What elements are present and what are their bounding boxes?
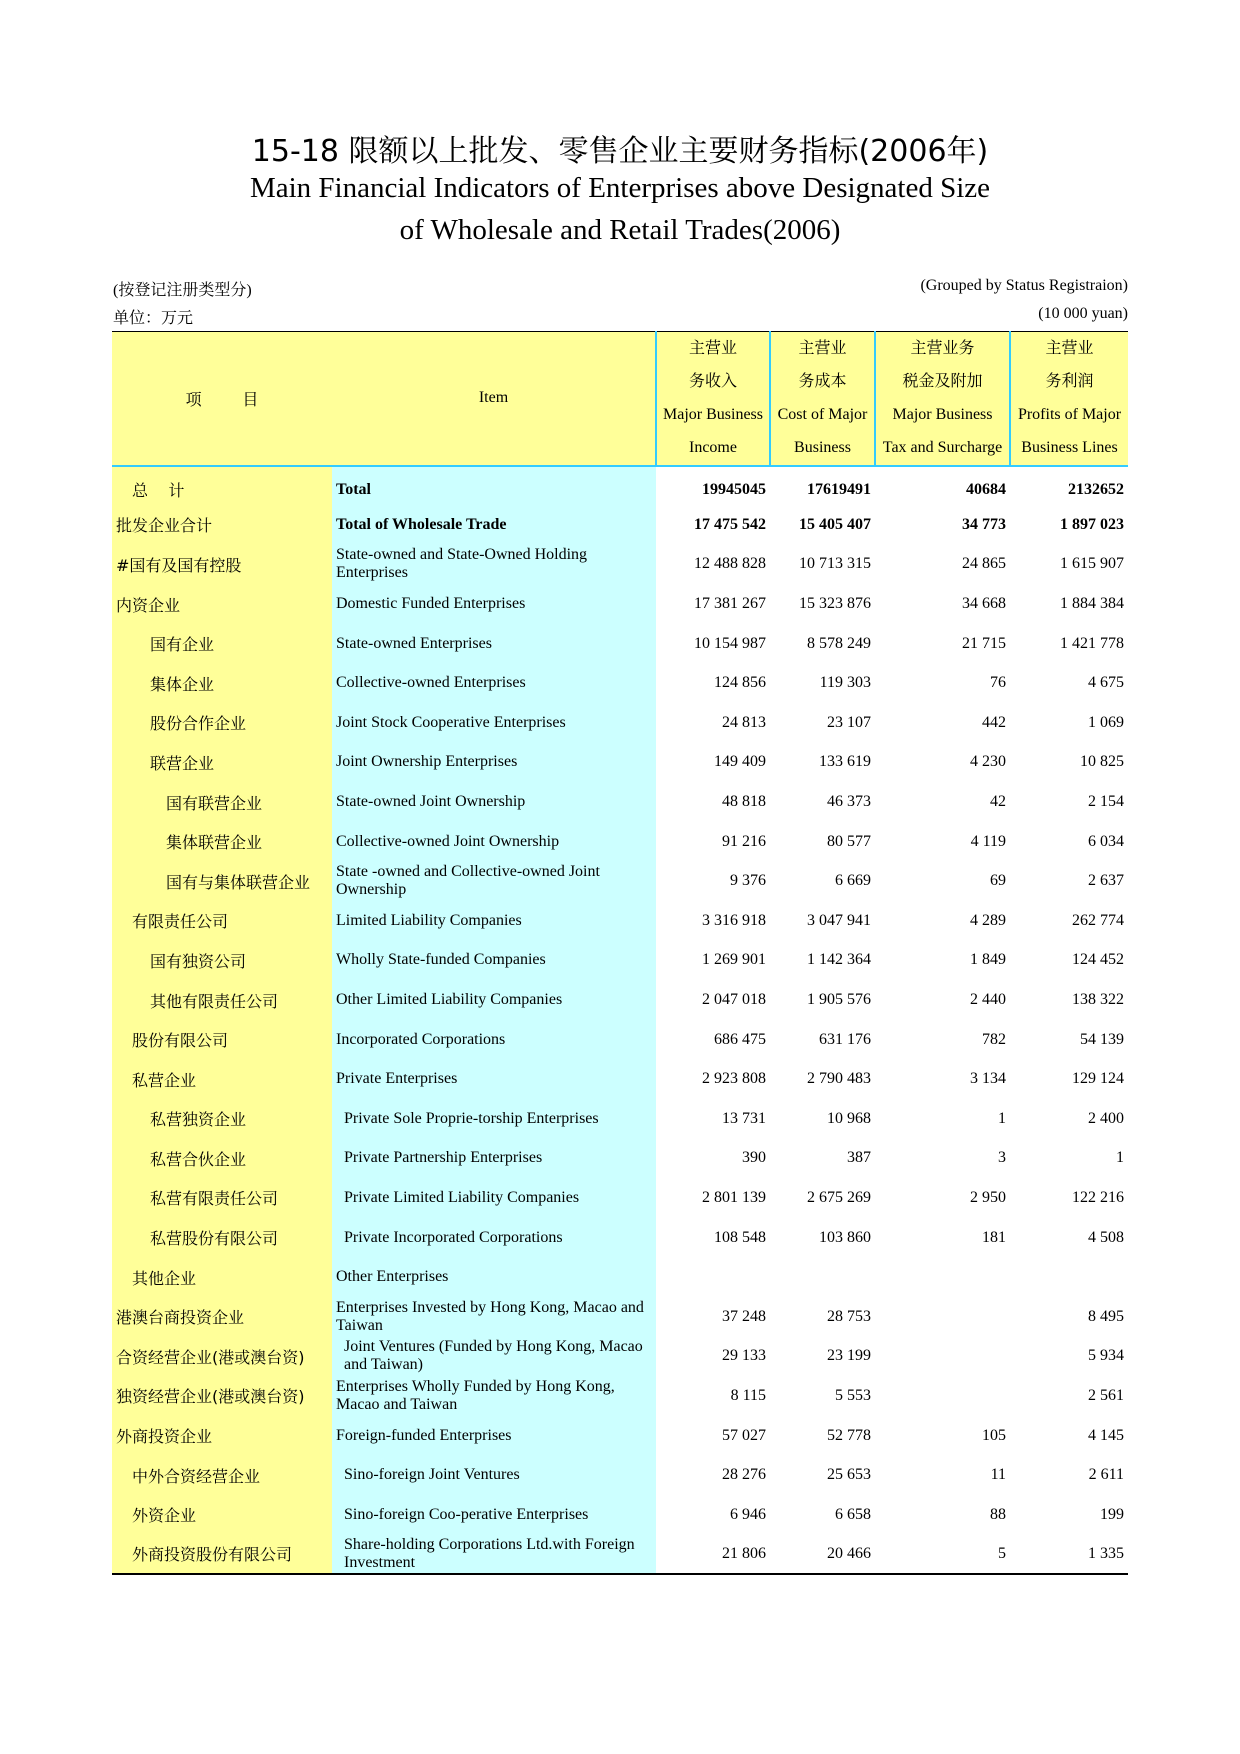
row-label-cn: 外资企业	[112, 1495, 332, 1535]
cell-major-business-tax: 782	[982, 1030, 1006, 1048]
page-title-cn: 15-18 限额以上批发、零售企业主要财务指标(2006年)	[251, 134, 989, 169]
cell-major-business-tax: 34 773	[962, 515, 1006, 533]
header-cell-line: 主营业	[688, 340, 737, 358]
cell-cost-of-major-business: 3 047 941	[807, 911, 871, 929]
row-label-en: Joint Stock Cooperative Enterprises	[332, 703, 656, 743]
cell-profits-major-business: 122 216	[1072, 1188, 1124, 1206]
cell-major-business-income: 6 946	[730, 1505, 766, 1523]
row-label-en: Private Sole Proprie-torship Enterprises	[332, 1099, 656, 1139]
row-label-en: Domestic Funded Enterprises	[332, 584, 656, 624]
table-row	[112, 1059, 1128, 1099]
cell-profits-major-business: 1 615 907	[1060, 555, 1124, 573]
row-label-en: Sino-foreign Coo-perative Enterprises	[332, 1495, 656, 1535]
table-row	[112, 1218, 1128, 1258]
unit-note-cn: 单位：万元	[113, 310, 194, 327]
cell-profits-major-business: 2 400	[1088, 1109, 1124, 1127]
cell-major-business-income: 149 409	[714, 753, 766, 771]
cell-major-business-income: 390	[742, 1149, 766, 1167]
cell-cost-of-major-business: 6 658	[835, 1505, 871, 1523]
row-label-en: Share-holding Corporations Ltd.with Foreign Investment	[332, 1535, 656, 1575]
table-row	[112, 1455, 1128, 1495]
row-label-cn: 其他有限责任公司	[112, 980, 332, 1020]
table-row	[112, 743, 1128, 783]
cell-major-business-income: 8 115	[730, 1386, 766, 1404]
row-label-cn: 总 计	[112, 466, 332, 506]
row-label-en: Private Incorporated Corporations	[332, 1218, 656, 1258]
cell-major-business-tax	[875, 1297, 1010, 1337]
header-cell-line: 税金及附加	[902, 373, 983, 391]
cell-profits-major-business: 2 637	[1088, 872, 1124, 890]
cell-major-business-tax: 1 849	[970, 951, 1006, 969]
cell-profits-major-business: 1 069	[1088, 713, 1124, 731]
cell-cost-of-major-business: 10 713 315	[799, 555, 871, 573]
table-row	[112, 663, 1128, 703]
cell-major-business-tax: 69	[990, 872, 1006, 890]
row-label-cn: 中外合资经营企业	[112, 1455, 332, 1495]
row-label-cn: 有限责任公司	[112, 901, 332, 941]
cell-profits-major-business: 4 508	[1088, 1228, 1124, 1246]
cell-major-business-income: 13 731	[722, 1109, 766, 1127]
table-row	[112, 1020, 1128, 1060]
cell-major-business-income: 37 248	[722, 1307, 766, 1325]
cell-profits-major-business: 1 421 778	[1060, 634, 1124, 652]
row-label-en: State-owned Enterprises	[332, 624, 656, 664]
row-label-cn: 集体企业	[112, 663, 332, 703]
cell-profits-major-business: 129 124	[1072, 1070, 1124, 1088]
row-label-cn: 国有与集体联营企业	[112, 861, 332, 901]
row-label-en: Incorporated Corporations	[332, 1020, 656, 1060]
financial-indicators-table	[112, 331, 1128, 1575]
row-label-en: Limited Liability Companies	[332, 901, 656, 941]
cell-cost-of-major-business: 1 905 576	[807, 991, 871, 1009]
cell-major-business-income: 124 856	[714, 674, 766, 692]
table-row	[112, 1297, 1128, 1337]
table-row	[112, 1337, 1128, 1377]
cell-profits-major-business: 2 154	[1088, 793, 1124, 811]
cell-major-business-tax: 181	[982, 1228, 1006, 1246]
cell-major-business-tax	[875, 1376, 1010, 1416]
cell-cost-of-major-business: 2 675 269	[807, 1188, 871, 1206]
cell-cost-of-major-business: 15 323 876	[799, 595, 871, 613]
cell-profits-major-business: 5 934	[1088, 1347, 1124, 1365]
cell-major-business-income: 2 923 808	[702, 1070, 766, 1088]
row-label-en: State-owned Joint Ownership	[332, 782, 656, 822]
row-label-en: Total	[332, 466, 656, 506]
row-label-en: Total of Wholesale Trade	[332, 505, 656, 545]
header-cell-line: Cost of Major	[777, 406, 868, 424]
row-label-en: Enterprises Wholly Funded by Hong Kong, Macao and Taiwan	[332, 1376, 656, 1416]
row-label-cn: 其他企业	[112, 1257, 332, 1297]
row-label-en: Other Limited Liability Companies	[332, 980, 656, 1020]
table-row	[112, 1139, 1128, 1179]
page-title-en-line2: of Wholesale and Retail Trades(2006)	[399, 214, 841, 246]
cell-cost-of-major-business: 6 669	[835, 872, 871, 890]
header-cell-line: Business	[794, 439, 851, 457]
header-cell-line: 主营业	[798, 340, 847, 358]
header-cell-line: Income	[689, 439, 737, 457]
cell-major-business-income: 19945045	[702, 480, 766, 498]
row-label-cn: 批发企业合计	[112, 505, 332, 545]
header-major-business-income	[656, 332, 770, 466]
cell-cost-of-major-business: 23 199	[827, 1347, 871, 1365]
cell-profits-major-business: 1 897 023	[1060, 515, 1124, 533]
cell-cost-of-major-business: 2 790 483	[807, 1070, 871, 1088]
header-cell-line: 主营业务	[910, 340, 975, 358]
table-row	[112, 782, 1128, 822]
row-label-cn: 联营企业	[112, 743, 332, 783]
table-row	[112, 1535, 1128, 1575]
cell-cost-of-major-business: 10 968	[827, 1109, 871, 1127]
table-row	[112, 861, 1128, 901]
cell-major-business-tax: 21 715	[962, 634, 1006, 652]
cell-major-business-tax: 1	[998, 1109, 1006, 1127]
cell-cost-of-major-business: 133 619	[819, 753, 871, 771]
table-row	[112, 1257, 1128, 1297]
cell-major-business-tax: 442	[982, 713, 1006, 731]
table-row	[112, 980, 1128, 1020]
row-label-cn: 私营合伙企业	[112, 1139, 332, 1179]
table-row	[112, 941, 1128, 981]
cell-cost-of-major-business: 5 553	[835, 1386, 871, 1404]
row-label-cn: 私营有限责任公司	[112, 1178, 332, 1218]
cell-major-business-income: 57 027	[722, 1426, 766, 1444]
cell-profits-major-business: 2 561	[1088, 1386, 1124, 1404]
row-label-en: State -owned and Collective-owned Joint Ownership	[332, 861, 656, 901]
cell-major-business-tax: 4 119	[970, 832, 1006, 850]
cell-major-business-income: 9 376	[730, 872, 766, 890]
cell-major-business-tax: 3	[998, 1149, 1006, 1167]
row-label-cn: 私营独资企业	[112, 1099, 332, 1139]
cell-profits-major-business: 124 452	[1072, 951, 1124, 969]
row-label-cn: 股份合作企业	[112, 703, 332, 743]
row-label-en: Private Limited Liability Companies	[332, 1178, 656, 1218]
cell-profits-major-business: 4 145	[1088, 1426, 1124, 1444]
header-profits-major-business	[1010, 332, 1128, 466]
cell-cost-of-major-business: 80 577	[827, 832, 871, 850]
cell-profits-major-business: 138 322	[1072, 991, 1124, 1009]
cell-cost-of-major-business: 8 578 249	[807, 634, 871, 652]
header-cell-line: 务收入	[688, 373, 737, 391]
table-row	[112, 1099, 1128, 1139]
cell-major-business-tax: 34 668	[962, 595, 1006, 613]
table-row	[112, 1178, 1128, 1218]
cell-profits-major-business: 1 884 384	[1060, 595, 1124, 613]
cell-cost-of-major-business: 25 653	[827, 1466, 871, 1484]
row-label-en: Other Enterprises	[332, 1257, 656, 1297]
cell-major-business-tax: 42	[990, 793, 1006, 811]
cell-major-business-income: 12 488 828	[694, 555, 766, 573]
row-label-cn: 私营企业	[112, 1059, 332, 1099]
cell-profits-major-business: 8 495	[1088, 1307, 1124, 1325]
row-label-cn: 港澳台商投资企业	[112, 1297, 332, 1337]
cell-profits-major-business: 6 034	[1088, 832, 1124, 850]
cell-major-business-income: 91 216	[722, 832, 766, 850]
header-cell-line: 务利润	[1045, 373, 1094, 391]
cell-major-business-tax: 4 230	[970, 753, 1006, 771]
cell-profits-major-business: 2 611	[1088, 1466, 1124, 1484]
header-item-en: Item	[332, 332, 656, 466]
cell-major-business-tax	[875, 1337, 1010, 1377]
header-cell-line: Business Lines	[1021, 439, 1118, 457]
cell-major-business-income: 28 276	[722, 1466, 766, 1484]
row-label-cn: 外商投资股份有限公司	[112, 1535, 332, 1575]
cell-major-business-income: 108 548	[714, 1228, 766, 1246]
table-row	[112, 624, 1128, 664]
cell-cost-of-major-business: 631 176	[819, 1030, 871, 1048]
row-label-cn: 独资经营企业(港或澳台资)	[112, 1376, 332, 1416]
cell-profits-major-business: 199	[1100, 1505, 1124, 1523]
cell-profits-major-business: 10 825	[1080, 753, 1124, 771]
grouping-note-cn: (按登记注册类型分)	[113, 282, 252, 299]
row-label-cn: #国有及国有控股	[112, 545, 332, 585]
unit-note-en: (10 000 yuan)	[1038, 305, 1128, 322]
header-cell-line: Major Business	[892, 406, 993, 424]
header-cell-line: Tax and Surcharge	[882, 439, 1003, 457]
cell-major-business-tax: 105	[982, 1426, 1006, 1444]
header-major-business-tax	[875, 332, 1010, 466]
row-label-en: Private Partnership Enterprises	[332, 1139, 656, 1179]
row-label-en: Collective-owned Joint Ownership	[332, 822, 656, 862]
cell-major-business-income: 3 316 918	[702, 911, 766, 929]
row-label-cn: 内资企业	[112, 584, 332, 624]
cell-major-business-income: 2 047 018	[702, 991, 766, 1009]
cell-major-business-income	[656, 1257, 770, 1297]
row-label-en: State-owned and State-Owned Holding Enterprises	[332, 545, 656, 585]
row-label-en: Joint Ventures (Funded by Hong Kong, Macao and Taiwan)	[332, 1337, 656, 1377]
table-row	[112, 466, 1128, 506]
cell-profits-major-business: 54 139	[1080, 1030, 1124, 1048]
table-row	[112, 545, 1128, 585]
cell-cost-of-major-business: 20 466	[770, 1535, 875, 1575]
row-label-cn: 集体联营企业	[112, 822, 332, 862]
row-label-en: Wholly State-funded Companies	[332, 941, 656, 981]
row-label-en: Collective-owned Enterprises	[332, 663, 656, 703]
cell-cost-of-major-business: 119 303	[819, 674, 871, 692]
cell-cost-of-major-business: 15 405 407	[799, 515, 871, 533]
cell-major-business-tax: 4 289	[970, 911, 1006, 929]
cell-cost-of-major-business	[770, 1257, 875, 1297]
cell-major-business-tax: 88	[990, 1505, 1006, 1523]
row-label-cn: 外商投资企业	[112, 1416, 332, 1456]
header-item-cn: 项 目	[112, 332, 332, 466]
cell-major-business-income: 24 813	[722, 713, 766, 731]
table-body	[112, 466, 1128, 1575]
row-label-en: Private Enterprises	[332, 1059, 656, 1099]
cell-profits-major-business: 4 675	[1088, 674, 1124, 692]
cell-profits-major-business: 2132652	[1068, 480, 1124, 498]
cell-profits-major-business: 1	[1116, 1149, 1124, 1167]
row-label-cn: 股份有限公司	[112, 1020, 332, 1060]
table-row	[112, 901, 1128, 941]
table-row	[112, 1376, 1128, 1416]
header-cell-line: 务成本	[798, 373, 847, 391]
cell-profits-major-business: 262 774	[1072, 911, 1124, 929]
cell-cost-of-major-business: 23 107	[827, 713, 871, 731]
cell-major-business-income: 686 475	[714, 1030, 766, 1048]
cell-cost-of-major-business: 387	[847, 1149, 871, 1167]
cell-major-business-tax: 2 440	[970, 991, 1006, 1009]
header-cell-line: Profits of Major	[1017, 406, 1122, 424]
table-row	[112, 1416, 1128, 1456]
table-row	[112, 584, 1128, 624]
cell-major-business-tax: 40684	[966, 480, 1006, 498]
cell-major-business-tax: 24 865	[962, 555, 1006, 573]
row-label-en: Joint Ownership Enterprises	[332, 743, 656, 783]
page-title-en-line1: Main Financial Indicators of Enterprises above Designated Size	[249, 172, 991, 204]
cell-cost-of-major-business: 28 753	[827, 1307, 871, 1325]
grouping-note-en: (Grouped by Status Registraion)	[920, 277, 1128, 294]
header-cell-line: 主营业	[1045, 340, 1094, 358]
row-label-cn: 合资经营企业(港或澳台资)	[112, 1337, 332, 1377]
table-row	[112, 822, 1128, 862]
cell-cost-of-major-business: 52 778	[827, 1426, 871, 1444]
row-label-cn: 私营股份有限公司	[112, 1218, 332, 1258]
cell-major-business-tax: 76	[990, 674, 1006, 692]
table-header	[112, 332, 1128, 466]
row-label-en: Sino-foreign Joint Ventures	[332, 1455, 656, 1495]
cell-major-business-income: 48 818	[722, 793, 766, 811]
cell-major-business-income: 10 154 987	[694, 634, 766, 652]
cell-profits-major-business	[1010, 1257, 1128, 1297]
cell-major-business-tax	[875, 1257, 1010, 1297]
cell-major-business-income: 2 801 139	[702, 1188, 766, 1206]
row-label-cn: 国有独资公司	[112, 941, 332, 981]
cell-cost-of-major-business: 1 142 364	[807, 951, 871, 969]
header-cost-of-major-business	[770, 332, 875, 466]
cell-major-business-income: 29 133	[722, 1347, 766, 1365]
row-label-en: Foreign-funded Enterprises	[332, 1416, 656, 1456]
cell-cost-of-major-business: 17619491	[807, 480, 871, 498]
cell-major-business-tax: 3 134	[970, 1070, 1006, 1088]
cell-cost-of-major-business: 103 860	[819, 1228, 871, 1246]
table-row	[112, 703, 1128, 743]
cell-major-business-tax: 5	[875, 1535, 1010, 1575]
header-cell-line: Major Business	[663, 406, 763, 424]
cell-major-business-income: 21 806	[656, 1535, 770, 1575]
cell-cost-of-major-business: 46 373	[827, 793, 871, 811]
table-row	[112, 1495, 1128, 1535]
cell-major-business-income: 17 381 267	[694, 595, 766, 613]
row-label-cn: 国有联营企业	[112, 782, 332, 822]
cell-major-business-tax: 11	[990, 1466, 1006, 1484]
table-row	[112, 505, 1128, 545]
cell-major-business-tax: 2 950	[970, 1188, 1006, 1206]
row-label-cn: 国有企业	[112, 624, 332, 664]
cell-major-business-income: 1 269 901	[702, 951, 766, 969]
row-label-en: Enterprises Invested by Hong Kong, Macao and Taiwan	[332, 1297, 656, 1337]
cell-major-business-income: 17 475 542	[694, 515, 766, 533]
cell-profits-major-business: 1 335	[1010, 1535, 1128, 1575]
